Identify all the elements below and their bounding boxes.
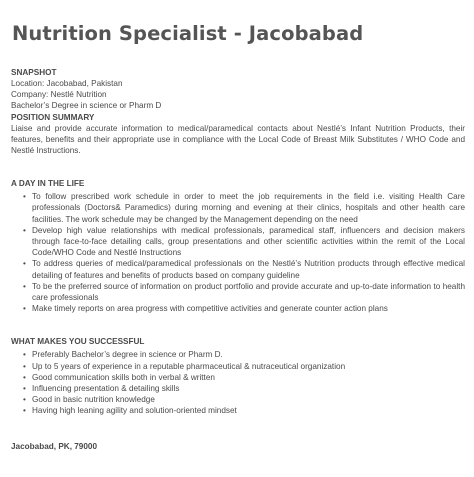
job-title: Nutrition Specialist - Jacobabad (12, 22, 364, 45)
success-list (11, 349, 465, 416)
bullet-icon: • (23, 192, 26, 202)
list-item: • Preferably Bachelor’s degree in science or Pharm D. (23, 350, 223, 360)
success-section (11, 336, 465, 416)
bullet-icon: • (23, 384, 26, 394)
position-summary-text: Liaise and provide accurate information to medical/paramedical contacts about Nestlé’s Infant Nutrition Products, their features, benefits and their appropriate use in compliance with the Local Code of Breast Milk Substitutes / WHO Code and Nestlé Instructions. (11, 123, 465, 156)
snapshot-heading: SNAPSHOT (11, 68, 57, 77)
bullet-icon: • (23, 406, 26, 416)
list-item: • Good in basic nutrition knowledge (23, 395, 155, 405)
day-in-life-heading: A DAY IN THE LIFE (11, 179, 85, 189)
position-summary-section (11, 112, 465, 157)
bullet-icon: • (23, 395, 26, 405)
list-item: • Make timely reports on area progress with competitive activities and generate counter action plans (23, 304, 388, 314)
list-item: • To follow prescribed work schedule in order to meet the job requirements in the field i.e. visiting Health Care professionals (Doctors& Paramedics) during morning and evening at their clinics, hospitals and other health care facilities. The work schedule may be changed by the Management depending on the need (23, 192, 465, 224)
snapshot-section (11, 67, 465, 112)
list-item: • Up to 5 years of experience in a reputable pharmaceutical & nutraceutical organization (23, 361, 346, 371)
bullet-icon: • (23, 281, 26, 291)
success-heading: WHAT MAKES YOU SUCCESSFUL (11, 337, 145, 347)
list-item: • Good communication skills both in verbal & written (23, 372, 215, 382)
bullet-icon: • (23, 259, 26, 269)
list-item: • Develop high value relationships with medical professionals, paramedical staff, influencers and decision makers through face-to-face detailing calls, group presentations and other scientific activities within the remit of the Local Code/WHO Code and Nestlé Instructions (23, 225, 465, 258)
bullet-icon: • (23, 372, 26, 382)
day-in-life-list (11, 191, 465, 314)
bullet-icon: • (23, 350, 26, 360)
bullet-icon: • (23, 304, 26, 314)
bullet-icon: • (23, 225, 26, 235)
list-item: • To be the preferred source of information on product portfolio and provide accurate and up-to-date information to health care professionals (23, 281, 465, 303)
job-location-footer: Jacobabad, PK, 79000 (11, 441, 98, 451)
snapshot-location: Location: Jacobabad, Pakistan (11, 79, 123, 88)
list-item: • Influencing presentation & detailing skills (23, 384, 180, 394)
list-item: • To address queries of medical/paramedical professionals on the Nestlé’s Nutrition products through effective medical detailing of features and benefits of products based on company guideline (23, 259, 465, 280)
position-summary-heading: POSITION SUMMARY (11, 112, 95, 122)
snapshot-company: Company: Nestlé Nutrition (11, 90, 107, 100)
day-in-life-section (11, 178, 465, 314)
bullet-icon: • (23, 361, 26, 371)
list-item: • Having high leaning agility and solution-oriented mindset (23, 406, 237, 416)
snapshot-education: Bachelor’s Degree in science or Pharm D (11, 101, 162, 111)
